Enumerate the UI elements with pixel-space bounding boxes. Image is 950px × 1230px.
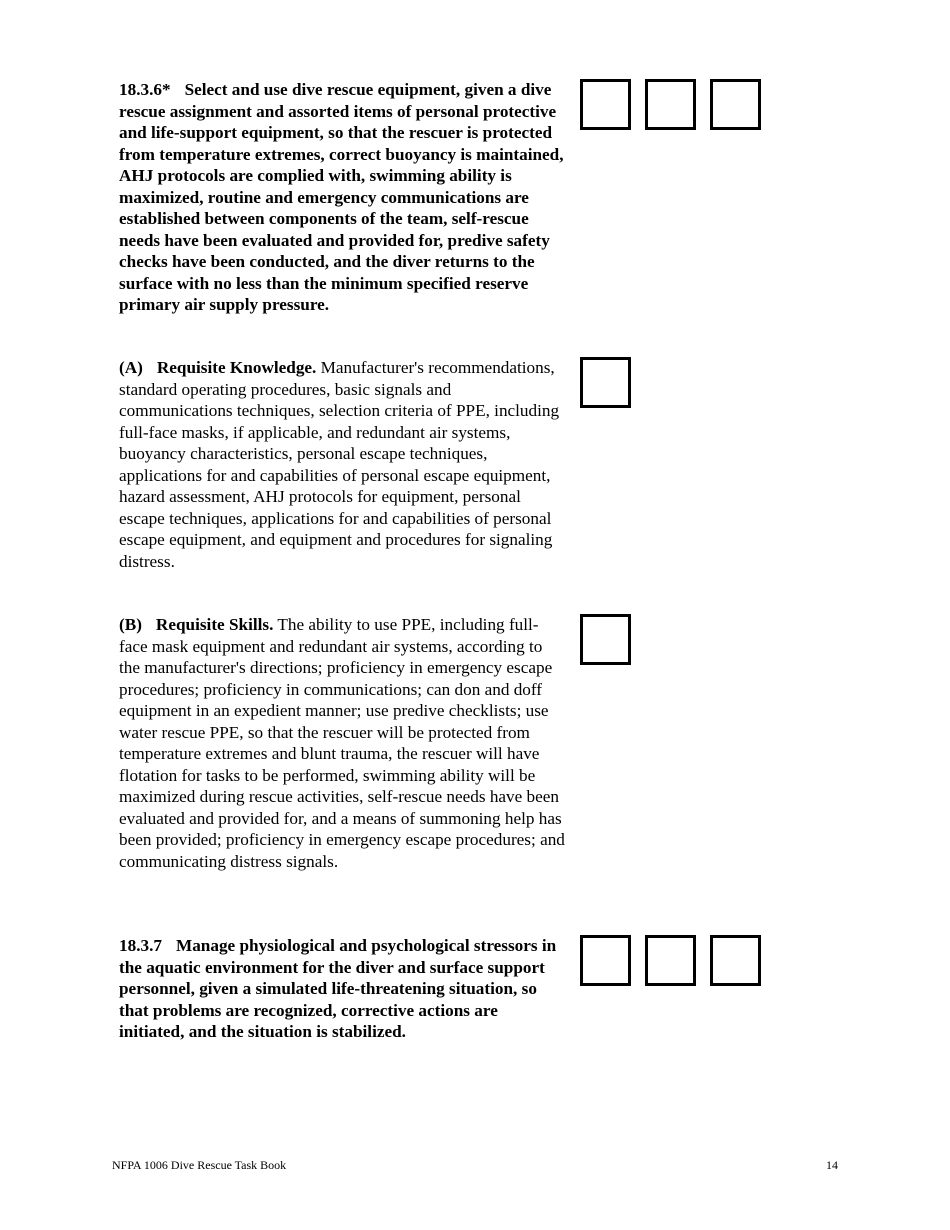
- subsection-heading: Requisite Knowledge.: [156, 358, 317, 377]
- signoff-checkbox[interactable]: [710, 935, 761, 986]
- signoff-checkbox[interactable]: [580, 935, 631, 986]
- subsection-label: (A): [119, 358, 143, 377]
- page-number: 14: [826, 1158, 838, 1172]
- signoff-checkbox[interactable]: [645, 79, 696, 130]
- section-18-3-6: [119, 79, 567, 316]
- checkbox-group-skills: [580, 614, 631, 665]
- checkbox-group-18-3-7: [580, 935, 761, 986]
- requisite-skills-block: [119, 614, 567, 872]
- section-number: 18.3.6*: [119, 80, 171, 99]
- signoff-checkbox[interactable]: [710, 79, 761, 130]
- section-text: Manage physiological and psychological stressors in the aquatic environment for the diver and surface support personnel, given a simulated life-threatening situation, so that problems are recognized, corrective actions are initiated, and the situation is stabilized.: [119, 936, 557, 1041]
- subsection-text: The ability to use PPE, including full-face mask equipment and redundant air systems, according to the manufacturer's directions; proficiency in emergency escape procedures; proficiency in communications; can don and doff equipment in an expedient manner; use predive checklists; use water rescue PPE, so that the rescuer will be protected from temperature extremes and blunt trauma, the rescuer will have flotation for tasks to be performed, swimming ability will be maximized during rescue activities, self-rescue needs have been evaluated and provided for, and a means of summoning help has been provided; proficiency in emergency escape procedures; and communicating distress signals.: [119, 615, 565, 871]
- checkbox-group-18-3-6: [580, 79, 761, 130]
- section-number: 18.3.7: [119, 936, 162, 955]
- subsection-heading: Requisite Skills.: [155, 615, 274, 634]
- signoff-checkbox[interactable]: [580, 614, 631, 665]
- requisite-knowledge-block: [119, 357, 567, 572]
- footer-title: NFPA 1006 Dive Rescue Task Book: [112, 1158, 287, 1172]
- signoff-checkbox[interactable]: [580, 79, 631, 130]
- subsection-text: Manufacturer's recommendations, standard operating procedures, basic signals and communications techniques, selection criteria of PPE, including full-face masks, if applicable, and redundant air systems, buoyancy characteristics, personal escape techniques, applications for and capabilities of personal escape equipment, hazard assessment, AHJ protocols for equipment, personal escape techniques, applications for and capabilities of personal escape equipment, and equipment and procedures for signaling distress.: [119, 358, 560, 571]
- section-18-3-7: [119, 935, 567, 1043]
- checkbox-group-knowledge: [580, 357, 631, 408]
- signoff-checkbox[interactable]: [580, 357, 631, 408]
- subsection-label: (B): [119, 615, 142, 634]
- signoff-checkbox[interactable]: [645, 935, 696, 986]
- section-text: Select and use dive rescue equipment, given a dive rescue assignment and assorted items of personal protective and life-support equipment, so that the rescuer is protected from temperature extremes, correct buoyancy is maintained, AHJ protocols are complied with, swimming ability is maximized, routine and emergency communications are established between components of the team, self-rescue needs have been evaluated and provided for, predive safety checks have been conducted, and the diver returns to the surface with no less than the minimum specified reserve primary air supply pressure.: [119, 80, 564, 314]
